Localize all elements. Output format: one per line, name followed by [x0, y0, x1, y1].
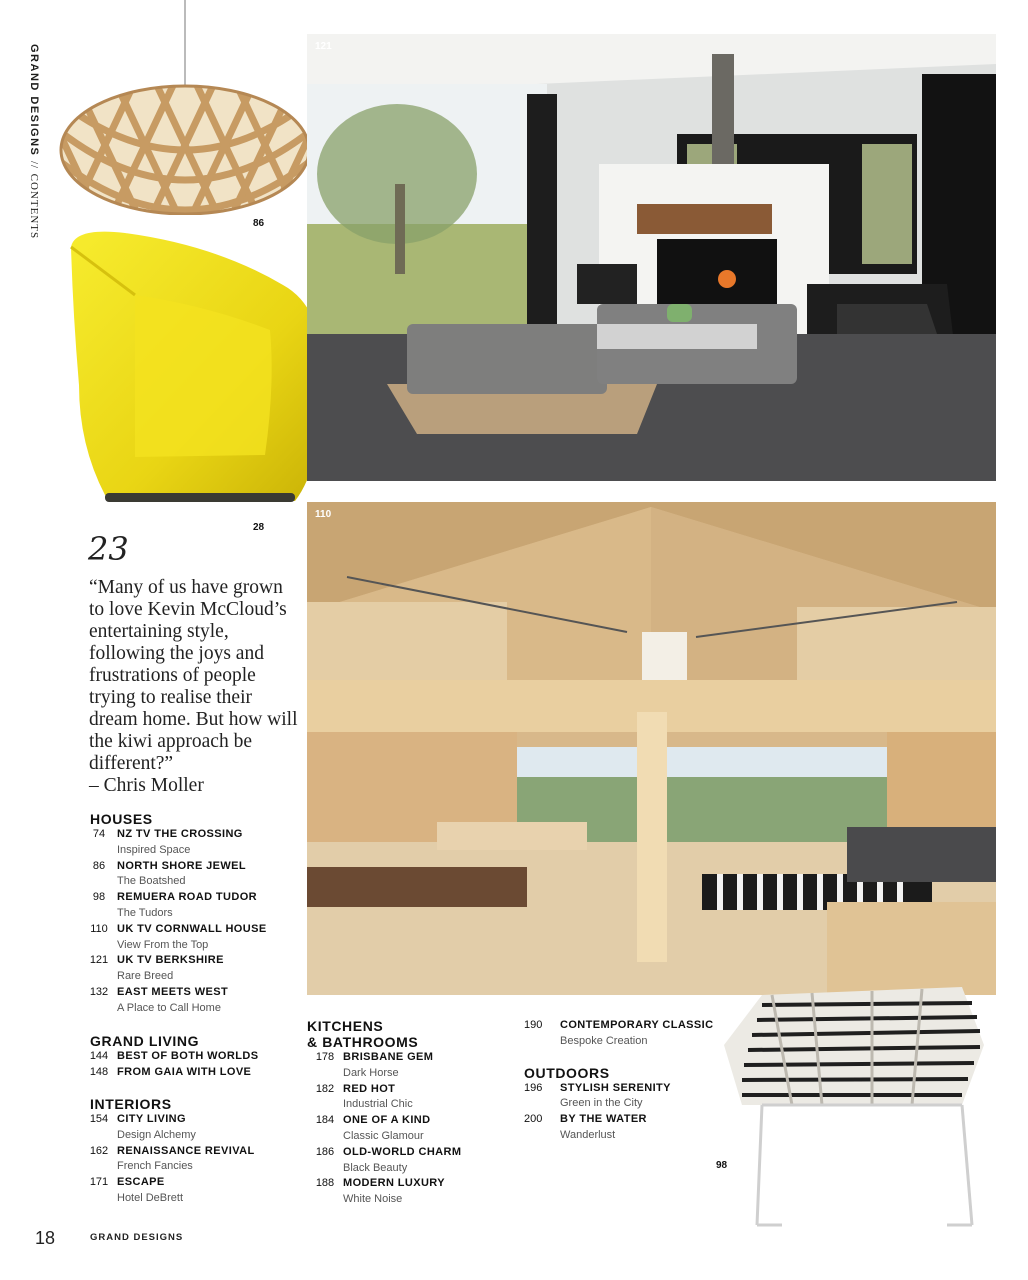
entry-page-number: 200: [524, 1113, 543, 1126]
list-item[interactable]: [81, 922, 300, 954]
entry-page-number: 171: [89, 1176, 109, 1189]
entry-subtitle: Green in the City: [560, 1097, 643, 1110]
list-item[interactable]: [524, 1081, 724, 1113]
entry-subtitle: View From the Top: [117, 938, 209, 951]
entry-subtitle: The Tudors: [117, 906, 173, 919]
living-room-photo: [307, 34, 996, 481]
list-item[interactable]: [81, 1065, 300, 1081]
outdoors-heading: OUTDOORS: [524, 1064, 610, 1081]
entry-page-number: 154: [89, 1113, 109, 1125]
entry-subtitle: Black Beauty: [343, 1161, 408, 1174]
entry-title: RED HOT: [343, 1082, 396, 1095]
grand-living-heading: GRAND LIVING: [90, 1033, 200, 1049]
entry-title: BEST OF BOTH WORLDS: [117, 1050, 259, 1062]
entry-title: CONTEMPORARY CLASSIC: [560, 1019, 714, 1031]
kitchens-heading-line1: KITCHENS: [307, 1018, 384, 1034]
entry-subtitle: A Place to Call Home: [117, 1001, 221, 1014]
entry-page-number: 178: [315, 1051, 335, 1063]
entry-title: RENAISSANCE REVIVAL: [117, 1144, 255, 1157]
entry-title: CITY LIVING: [117, 1113, 186, 1125]
entry-subtitle: Hotel DeBrett: [117, 1191, 184, 1204]
living-room-page-number: 121: [315, 41, 332, 52]
entry-subtitle: White Noise: [343, 1193, 403, 1206]
list-item[interactable]: [81, 1144, 300, 1176]
entry-subtitle: Wanderlust: [560, 1128, 616, 1141]
lamp-page-number: 86: [253, 218, 265, 229]
entry-title: OLD-WORLD CHARM: [343, 1145, 462, 1158]
entry-title: FROM GAIA WITH LOVE: [117, 1065, 252, 1078]
list-item[interactable]: [307, 1113, 517, 1145]
kitchens-heading: [307, 1018, 517, 1050]
quote-text: “Many of us have grown to love Kevin McCloud’s entertaining style, following the joys and frustrations of people trying to realise their dream home. But how will the kiwi approach be different?”: [89, 577, 298, 774]
third-column: [524, 1018, 724, 1144]
entry-title: BRISBANE GEM: [343, 1051, 434, 1063]
entry-title: REMUERA ROAD TUDOR: [117, 891, 258, 904]
list-item[interactable]: [81, 859, 300, 891]
entry-subtitle: Inspired Space: [117, 843, 191, 856]
sidebar-label: [28, 44, 40, 239]
list-item[interactable]: [81, 953, 300, 985]
pull-quote: [89, 577, 299, 797]
entry-page-number: 98: [92, 891, 106, 904]
list-item[interactable]: [307, 1082, 517, 1114]
entry-page-number: 186: [315, 1145, 335, 1158]
entry-subtitle: French Fancies: [117, 1160, 193, 1173]
magazine-title: GRAND DESIGNS: [28, 44, 40, 157]
entry-page-number: 110: [90, 922, 108, 935]
entry-page-number: 162: [89, 1144, 109, 1157]
rope-chair-page-number: 98: [716, 1160, 728, 1171]
footer-magazine-name: GRAND DESIGNS: [90, 1232, 184, 1243]
grand-living-section: [90, 1033, 300, 1081]
list-item[interactable]: [81, 1175, 300, 1207]
interiors-heading: INTERIORS: [90, 1096, 172, 1112]
page-number: 18: [35, 1228, 56, 1248]
yellow-armchair-image: [65, 225, 327, 530]
entry-title: NORTH SHORE JEWEL: [117, 859, 247, 872]
rope-chair-image: [722, 985, 994, 1235]
entry-title: EAST MEETS WEST: [117, 985, 229, 998]
timber-loft-photo: [307, 502, 996, 995]
houses-heading: HOUSES: [90, 811, 153, 827]
entry-page-number: 182: [315, 1082, 335, 1095]
entry-subtitle: Industrial Chic: [343, 1098, 413, 1111]
houses-section: [90, 811, 300, 1017]
pendant-lamp-image: [55, 0, 315, 215]
list-item[interactable]: [81, 827, 300, 859]
entry-title: NZ TV THE CROSSING: [117, 828, 243, 840]
entry-title: MODERN LUXURY: [343, 1177, 445, 1190]
list-item[interactable]: [307, 1176, 517, 1208]
entry-page-number: 148: [89, 1065, 109, 1078]
entry-subtitle: Dark Horse: [343, 1066, 399, 1079]
entry-title: ESCAPE: [117, 1176, 165, 1189]
section-title: CONTENTS: [28, 173, 40, 240]
interiors-section: [90, 1096, 300, 1207]
entry-title: STYLISH SERENITY: [560, 1081, 671, 1094]
entry-title: BY THE WATER: [560, 1113, 647, 1126]
list-item[interactable]: [81, 890, 300, 922]
entry-subtitle: Design Alchemy: [117, 1128, 196, 1141]
list-item[interactable]: [81, 1049, 300, 1065]
entry-page-number: 196: [524, 1081, 543, 1094]
entry-page-number: 121: [89, 954, 109, 967]
entry-page-number: 184: [315, 1114, 335, 1127]
sidebar-separator: //: [28, 160, 40, 170]
entry-page-number: 190: [524, 1019, 543, 1031]
entry-page-number: 144: [89, 1050, 109, 1062]
list-item[interactable]: [81, 1112, 300, 1144]
loft-page-number: 110: [315, 509, 332, 520]
list-item[interactable]: [307, 1050, 517, 1082]
entry-page-number: 86: [92, 859, 106, 872]
entry-subtitle: Rare Breed: [117, 970, 174, 983]
entry-page-number: 74: [92, 828, 106, 840]
entry-page-number: 188: [315, 1177, 335, 1190]
entry-page-number: 132: [89, 985, 109, 998]
quote-page-number: 23: [88, 530, 129, 568]
entry-title: ONE OF A KIND: [343, 1114, 431, 1127]
list-item[interactable]: [524, 1112, 724, 1144]
list-item[interactable]: [307, 1145, 517, 1177]
entry-subtitle: Bespoke Creation: [560, 1034, 648, 1047]
chair-page-number: 28: [253, 522, 265, 533]
entry-subtitle: The Boatshed: [117, 875, 186, 888]
quote-author: – Chris Moller: [89, 775, 204, 796]
kitchens-section: [307, 1018, 517, 1208]
entry-title: UK TV BERKSHIRE: [117, 954, 224, 967]
list-item[interactable]: [81, 985, 300, 1017]
list-item[interactable]: [524, 1018, 724, 1050]
entry-subtitle: Classic Glamour: [343, 1129, 424, 1142]
kitchens-heading-line2: & BATHROOMS: [307, 1034, 419, 1050]
entry-title: UK TV CORNWALL HOUSE: [117, 922, 267, 935]
